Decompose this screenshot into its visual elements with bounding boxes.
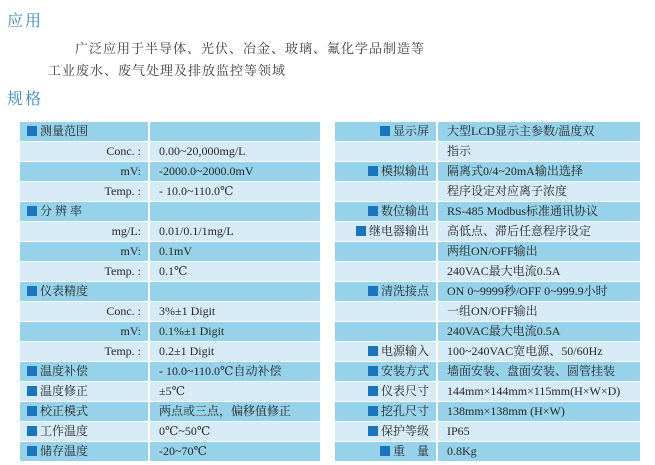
spec-row: [335, 382, 640, 402]
bullet-square-icon: [27, 126, 37, 136]
spec-value-cell: 100~240VAC宽电源、50/60Hz: [447, 344, 603, 358]
spec-value-cell: 240VAC最大电流0.5A: [447, 324, 561, 338]
bullet-square-icon: [380, 126, 390, 136]
spec-row: [20, 162, 320, 182]
spec-row: [20, 122, 320, 142]
bullet-square-icon: [27, 406, 37, 416]
spec-label-cell: [20, 442, 150, 461]
bullet-square-icon: [368, 386, 378, 396]
spec-label-cell: [335, 382, 438, 401]
spec-label: 清洗接点: [380, 284, 429, 298]
spec-value-cell: [150, 202, 320, 221]
spec-label-cell: [335, 302, 438, 321]
spec-label: 温度修正: [40, 384, 89, 398]
spec-value-cell: 0.1℃: [159, 264, 188, 278]
bullet-square-icon: [368, 346, 378, 356]
spec-value-cell: 0.00~20,000mg/L: [159, 144, 246, 158]
spec-label: 测量范围: [40, 124, 89, 138]
spec-label: 校正模式: [40, 404, 89, 418]
spec-label-cell: [20, 302, 150, 321]
spec-label: 显示屏: [392, 124, 429, 138]
spec-table-left: [20, 122, 320, 462]
spec-row: [20, 302, 320, 322]
spec-label-cell: [20, 362, 150, 381]
spec-value-cell: 0.8Kg: [447, 444, 477, 458]
spec-value-cell: ON 0~9999秒/OFF 0~999.9小时: [447, 284, 608, 298]
spec-label-cell: [20, 342, 150, 361]
spec-label: Temp. :: [104, 184, 141, 198]
spec-value-cell: 两组ON/OFF输出: [447, 244, 538, 258]
spec-row: [335, 342, 640, 362]
spec-value-cell: - 10.0~110.0℃自动补偿: [159, 364, 282, 378]
bullet-square-icon: [27, 446, 37, 456]
spec-label-cell: [335, 322, 438, 341]
section-title-application: 应用: [7, 13, 44, 30]
spec-value-cell: 240VAC最大电流0.5A: [447, 264, 561, 278]
spec-row: [20, 202, 320, 222]
spec-label: 模拟输出: [380, 164, 429, 178]
spec-label: 仪表精度: [40, 284, 89, 298]
bullet-square-icon: [368, 206, 378, 216]
spec-label-cell: [20, 202, 150, 221]
spec-label-cell: [20, 282, 150, 301]
spec-label: 温度补偿: [40, 364, 89, 378]
spec-label-cell: [335, 182, 438, 201]
spec-value-cell: 0.01/0.1/1mg/L: [159, 224, 234, 238]
spec-row: [335, 222, 640, 242]
spec-value-cell: - 10.0~110.0℃: [159, 184, 234, 198]
spec-label-cell: [335, 222, 438, 241]
spec-label: 仪表尺寸: [380, 384, 429, 398]
spec-row: [20, 342, 320, 362]
spec-label-cell: [20, 222, 150, 241]
spec-label: 工作温度: [40, 424, 89, 438]
spec-value-cell: 一组ON/OFF输出: [447, 304, 538, 318]
spec-value-cell: -20~70℃: [159, 444, 207, 458]
spec-row: [20, 222, 320, 242]
bullet-square-icon: [27, 426, 37, 436]
bullet-square-icon: [27, 366, 37, 376]
spec-label-cell: [335, 402, 438, 421]
spec-row: [20, 182, 320, 202]
bullet-square-icon: [368, 286, 378, 296]
section-title-specifications: 规格: [7, 91, 44, 108]
bullet-square-icon: [368, 406, 378, 416]
spec-value-cell: 指示: [447, 144, 472, 158]
spec-row: [20, 322, 320, 342]
spec-row: [20, 242, 320, 262]
spec-row: [20, 362, 320, 382]
spec-row: [335, 182, 640, 202]
spec-label-cell: [20, 382, 150, 401]
spec-row: [20, 422, 320, 442]
bullet-square-icon: [27, 286, 37, 296]
spec-value-cell: 程序设定对应离子浓度: [447, 184, 568, 198]
bullet-square-icon: [380, 446, 390, 456]
spec-table-right: [335, 122, 640, 462]
spec-label-cell: [335, 262, 438, 281]
spec-label-cell: [20, 262, 150, 281]
spec-value-cell: IP65: [447, 424, 470, 438]
spec-label-cell: [20, 142, 150, 161]
spec-label: 电源输入: [380, 344, 429, 358]
spec-value-cell: 隔离式0/4~20mA输出选择: [447, 164, 583, 178]
spec-row: [20, 382, 320, 402]
spec-value-cell: 0.1%±1 Digit: [159, 324, 225, 338]
spec-label: Temp. :: [104, 344, 141, 358]
spec-value-cell: RS-485 Modbus标准通讯协议: [447, 204, 599, 218]
spec-label: 安装方式: [380, 364, 429, 378]
spec-row: [335, 142, 640, 162]
bullet-square-icon: [27, 386, 37, 396]
spec-label: 数位输出: [380, 204, 429, 218]
spec-value-cell: 3%±1 Digit: [159, 304, 216, 318]
spec-label-cell: [20, 162, 150, 181]
spec-label-cell: [20, 322, 150, 341]
spec-row: [20, 402, 320, 422]
spec-row: [20, 442, 320, 462]
spec-label-cell: [20, 182, 150, 201]
spec-row: [335, 202, 640, 222]
spec-label: 储存温度: [40, 444, 89, 458]
spec-value-cell: 两点或三点，偏移值修正: [159, 404, 292, 418]
bullet-square-icon: [368, 166, 378, 176]
spec-label: mV:: [120, 324, 141, 338]
spec-row: [335, 442, 640, 462]
spec-label-cell: [335, 422, 438, 441]
spec-row: [335, 322, 640, 342]
spec-label: 挖孔尺寸: [380, 404, 429, 418]
spec-label: Temp. :: [104, 264, 141, 278]
spec-label: 保护等级: [380, 424, 429, 438]
spec-label-cell: [335, 122, 438, 141]
spec-row: [335, 422, 640, 442]
spec-label-cell: [335, 242, 438, 261]
spec-value-cell: [150, 122, 320, 141]
spec-label: mV:: [120, 164, 141, 178]
spec-label-cell: [335, 142, 438, 161]
spec-value-cell: 144mm×144mm×115mm(H×W×D): [447, 384, 621, 398]
spec-row: [335, 262, 640, 282]
application-text-line2: 工业废水、废气处理及排放监控等领域: [48, 63, 287, 78]
spec-label: mg/L:: [111, 224, 141, 238]
spec-label: Conc. :: [106, 304, 141, 318]
spec-row: [335, 162, 640, 182]
spec-label-cell: [335, 442, 438, 461]
spec-label-cell: [20, 422, 150, 441]
spec-value-cell: 0℃~50℃: [159, 424, 211, 438]
spec-row: [335, 122, 640, 142]
spec-label-cell: [335, 202, 438, 221]
spec-value-cell: 0.2±1 Digit: [159, 344, 215, 358]
spec-value-cell: [150, 282, 320, 301]
spec-label-cell: [335, 342, 438, 361]
spec-label: Conc. :: [106, 144, 141, 158]
bullet-square-icon: [356, 226, 366, 236]
spec-row: [335, 402, 640, 422]
spec-row: [20, 262, 320, 282]
spec-value-cell: 138mm×138mm (H×W): [447, 404, 565, 418]
spec-label: mV:: [120, 244, 141, 258]
spec-value-cell: ±5℃: [159, 384, 186, 398]
application-text-line1: 广泛应用于半导体、光伏、冶金、玻璃、氟化学品制造等: [75, 41, 426, 56]
spec-value-cell: 高低点、滞后任意程序设定: [447, 224, 592, 238]
spec-label: 重 量: [392, 444, 429, 458]
spec-label-cell: [335, 162, 438, 181]
spec-row: [20, 282, 320, 302]
spec-value-cell: -2000.0~2000.0mV: [159, 164, 254, 178]
spec-label: 继电器输出: [368, 224, 429, 238]
bullet-square-icon: [368, 426, 378, 436]
spec-label-cell: [335, 282, 438, 301]
spec-row: [335, 282, 640, 302]
spec-label-cell: [20, 122, 150, 141]
spec-row: [20, 142, 320, 162]
spec-value-cell: 大型LCD显示主参数/温度双: [447, 124, 595, 138]
bullet-square-icon: [368, 366, 378, 376]
spec-row: [335, 242, 640, 262]
spec-row: [335, 302, 640, 322]
spec-label-cell: [20, 242, 150, 261]
bullet-square-icon: [27, 206, 37, 216]
spec-value-cell: 墙面安装、盘面安装、圆管挂装: [447, 364, 616, 378]
spec-label-cell: [335, 362, 438, 381]
spec-label-cell: [20, 402, 150, 421]
spec-label: 分 辨 率: [40, 204, 83, 218]
spec-row: [335, 362, 640, 382]
spec-value-cell: 0.1mV: [159, 244, 192, 258]
